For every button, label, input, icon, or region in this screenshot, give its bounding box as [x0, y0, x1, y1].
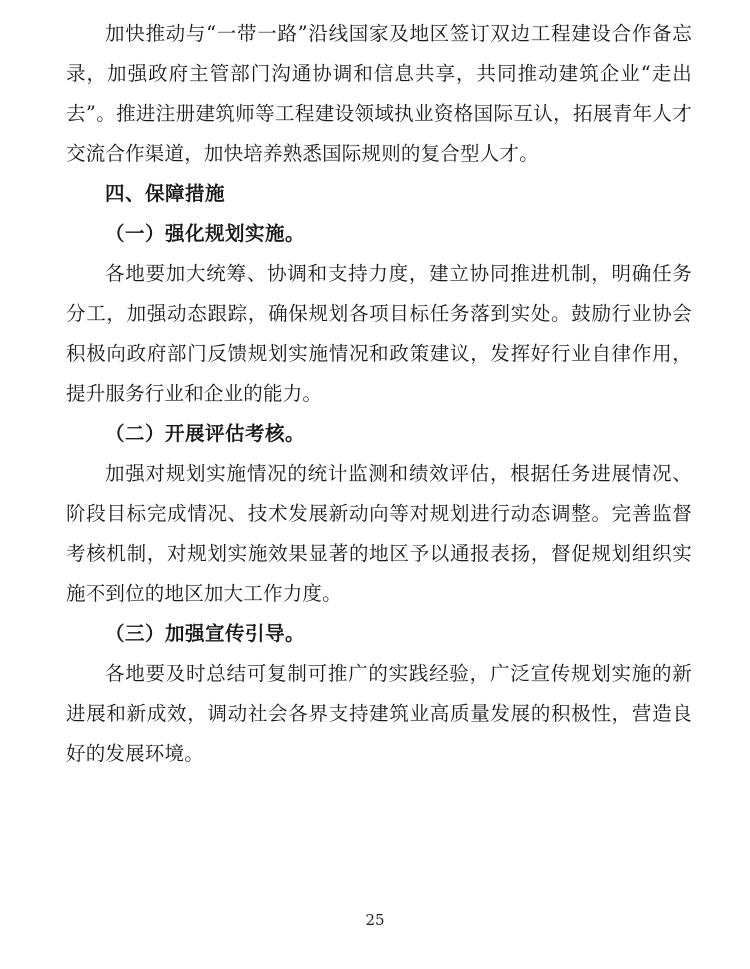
subheading-item-three: （三）加强宣传引导。: [105, 622, 306, 645]
subheading-item-two: （二）开展评估考核。: [105, 422, 306, 445]
subheading-item-one: （一）强化规划实施。: [105, 222, 306, 245]
paragraph-item-three-body: 各地要及时总结可复制可推广的实践经验，广泛宣传规划实施的新进展和新成效，调动社会各界支持建筑业高质量发展的积极性，营造良好的发展环境。: [66, 662, 692, 765]
paragraph-item-one-body: 各地要加大统筹、协调和支持力度，建立协同推进机制，明确任务分工，加强动态跟踪，确保规划各项目标任务落到实处。鼓励行业协会积极向政府部门反馈规划实施情况和政策建议，发挥好行业自律作用，提升服务行业和企业的能力。: [66, 262, 692, 405]
heading-section-four: 四、保障措施: [105, 182, 226, 205]
page-number: 25: [365, 911, 385, 929]
paragraph-item-two-body: 加强对规划实施情况的统计监测和绩效评估，根据任务进展情况、阶段目标完成情况、技术发展新动向等对规划进行动态调整。完善监督考核机制，对规划实施效果显著的地区予以通报表扬，督促规划组织实施不到位的地区加大工作力度。: [66, 462, 692, 605]
paragraph-belt-and-road: 加快推动与“一带一路”沿线国家及地区签订双边工程建设合作备忘录，加强政府主管部门沟通协调和信息共享，共同推动建筑企业“走出去”。推进注册建筑师等工程建设领域执业资格国际互认，拓展青年人才交流合作渠道，加快培养熟悉国际规则的复合型人才。: [66, 22, 692, 165]
